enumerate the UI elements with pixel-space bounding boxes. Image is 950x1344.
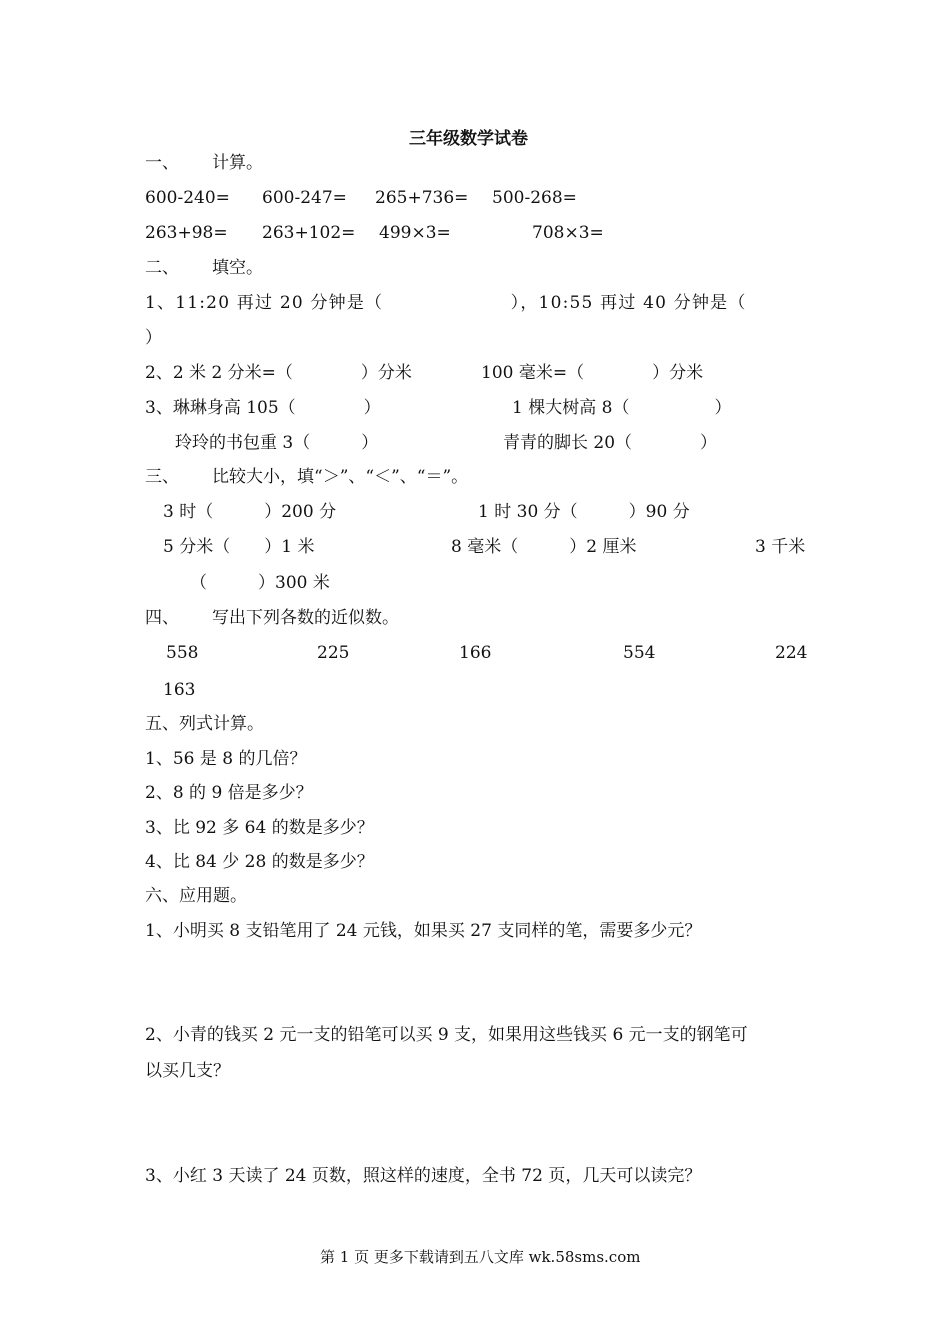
- page-footer: 第 1 页 更多下载请到五八文库 wk.58sms.com: [320, 1248, 641, 1266]
- compare-item: 1 时 30 分（ ）90 分: [478, 502, 690, 522]
- approx-number: 558: [166, 643, 199, 663]
- word-problem-2: 2、小青的钱买 2 元一支的铅笔可以买 9 支，如果用这些钱买 6 元一支的钢笔可: [145, 1025, 748, 1045]
- approx-number: 163: [163, 680, 196, 700]
- expression-question: 4、比 84 少 28 的数是多少？: [145, 852, 374, 872]
- calc-item: 500-268=: [492, 188, 577, 208]
- calc-item: 263+102=: [262, 223, 356, 243]
- approx-number: 225: [317, 643, 350, 663]
- page-title: 三年级数学试卷: [409, 129, 528, 149]
- section-2-heading: 填空。: [212, 258, 263, 278]
- compare-item: 3 千米: [755, 537, 806, 557]
- expression-question: 2、8 的 9 倍是多少？: [145, 783, 313, 803]
- compare-item: （ ）300 米: [190, 573, 330, 593]
- fill-question-3d: 青青的脚长 20（ ）: [503, 433, 718, 453]
- section-3-heading: 比较大小，填“＞”、“＜”、“＝”。: [212, 467, 469, 487]
- calc-item: 499×3=: [379, 223, 451, 243]
- expression-question: 3、比 92 多 64 的数是多少？: [145, 818, 374, 838]
- compare-item: 8 毫米（ ）2 厘米: [451, 537, 637, 557]
- section-4-number: 四、: [145, 608, 179, 628]
- section-2-number: 二、: [145, 258, 179, 278]
- section-5-heading: 五、列式计算。: [145, 714, 264, 734]
- calc-item: 265+736=: [375, 188, 469, 208]
- fill-question-1-cont: ）: [145, 328, 162, 348]
- calc-item: 600-240=: [145, 188, 230, 208]
- fill-question-3a: 3、琳琳身高 105（ ）: [145, 398, 381, 418]
- fill-question-1: 1、11:20 再过 20 分钟是（ ），10:55 再过 40 分钟是（: [145, 293, 747, 313]
- calc-item: 708×3=: [532, 223, 604, 243]
- word-problem-3: 3、小红 3 天读了 24 页数，照这样的速度，全书 72 页，几天可以读完？: [145, 1166, 702, 1186]
- fill-question-2b: 100 毫米=（ ）分米: [481, 363, 704, 383]
- section-6-heading: 六、应用题。: [145, 886, 247, 906]
- approx-number: 554: [623, 643, 656, 663]
- approx-number: 166: [459, 643, 492, 663]
- calc-item: 600-247=: [262, 188, 347, 208]
- fill-question-2a: 2、2 米 2 分米=（ ）分米: [145, 363, 412, 383]
- compare-item: 3 时（ ）200 分: [163, 502, 337, 522]
- word-problem-1: 1、小明买 8 支铅笔用了 24 元钱，如果买 27 支同样的笔，需要多少元？: [145, 921, 702, 941]
- approx-number: 224: [775, 643, 808, 663]
- section-1-heading: 计算。: [212, 153, 263, 173]
- fill-question-3c: 玲玲的书包重 3（ ）: [175, 433, 379, 453]
- section-4-heading: 写出下列各数的近似数。: [212, 608, 399, 628]
- section-3-number: 三、: [145, 467, 179, 487]
- word-problem-2-cont: 以买几支？: [145, 1061, 230, 1081]
- section-1-number: 一、: [145, 153, 179, 173]
- calc-item: 263+98=: [145, 223, 228, 243]
- compare-item: 5 分米（ ）1 米: [163, 537, 315, 557]
- fill-question-3b: 1 棵大树高 8（ ）: [512, 398, 732, 418]
- expression-question: 1、56 是 8 的几倍？: [145, 749, 307, 769]
